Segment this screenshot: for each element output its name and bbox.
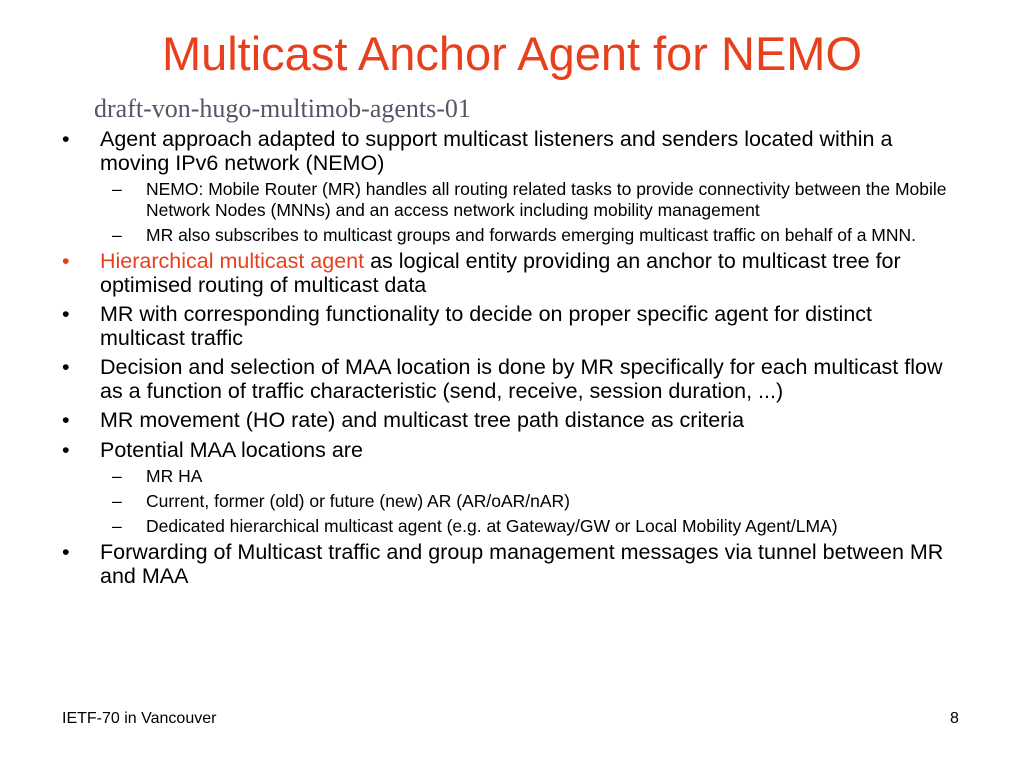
bullet-highlight: Hierarchical multicast agent	[100, 249, 365, 273]
bullet-item	[62, 356, 962, 403]
sub-bullet-item	[62, 466, 962, 487]
bullet-text: MR movement (HO rate) and multicast tree path distance as criteria	[100, 408, 745, 432]
bullet-text: MR with corresponding functionality to decide on proper specific agent for distinct multicast traffic	[100, 302, 873, 350]
sub-bullet-text: MR also subscribes to multicast groups and forwards emerging multicast traffic on behalf of a MNN.	[146, 225, 916, 245]
sub-bullet-marker: –	[112, 516, 122, 536]
bullet-item	[62, 250, 962, 297]
bullet-item	[62, 128, 962, 175]
bullet-item	[62, 541, 962, 588]
sub-bullet-text: NEMO: Mobile Router (MR) handles all routing related tasks to provide connectivity between the Mobile Network Nodes (MNNs) and an access network including mobility management	[146, 179, 947, 220]
bullet-text: as logical entity providing an anchor to multicast tree for optimised routing of multicast data	[100, 249, 901, 297]
bullet-text: Potential MAA locations are	[100, 437, 363, 462]
bullet-list	[62, 128, 962, 594]
sub-bullet-marker: –	[112, 491, 122, 511]
bullet-marker: •	[62, 249, 70, 273]
sub-bullet-item	[62, 225, 962, 246]
bullet-marker: •	[62, 302, 70, 326]
sub-bullet-text: Current, former (old) or future (new) AR (AR/oAR/nAR)	[146, 491, 571, 511]
sub-bullet-item	[62, 491, 962, 512]
bullet-marker: •	[62, 408, 70, 432]
bullet-marker: •	[62, 540, 70, 564]
footer-text: IETF-70 in Vancouver	[62, 710, 217, 727]
sub-bullet-marker: –	[112, 179, 122, 199]
sub-bullet-text: Dedicated hierarchical multicast agent (e.g. at Gateway/GW or Local Mobility Agent/LMA)	[146, 516, 838, 536]
sub-bullet-item	[62, 516, 962, 537]
sub-bullet-item	[62, 179, 962, 221]
bullet-text: Agent approach adapted to support multicast listeners and senders located within a moving IPv6 network (NEMO)	[100, 127, 893, 175]
slide-subtitle: draft-von-hugo-multimob-agents-01	[94, 94, 471, 123]
page-number: 8	[950, 710, 959, 727]
bullet-marker: •	[62, 355, 70, 379]
bullet-item	[62, 409, 962, 433]
bullet-marker: •	[62, 127, 70, 151]
bullet-text: Decision and selection of MAA location is done by MR specifically for each multicast flow as a function of traffic characteristic (send, receive, session duration, ...)	[100, 355, 943, 403]
bullet-text: Forwarding of Multicast traffic and group management messages via tunnel between MR and MAA	[100, 540, 944, 588]
bullet-marker: •	[62, 437, 70, 462]
sub-bullet-marker: –	[112, 466, 122, 486]
bullet-item	[62, 439, 962, 463]
bullet-item	[62, 303, 962, 350]
slide-title: Multicast Anchor Agent for NEMO	[161, 27, 863, 80]
sub-bullet-marker: –	[112, 225, 122, 245]
sub-bullet-text: MR HA	[146, 466, 203, 486]
